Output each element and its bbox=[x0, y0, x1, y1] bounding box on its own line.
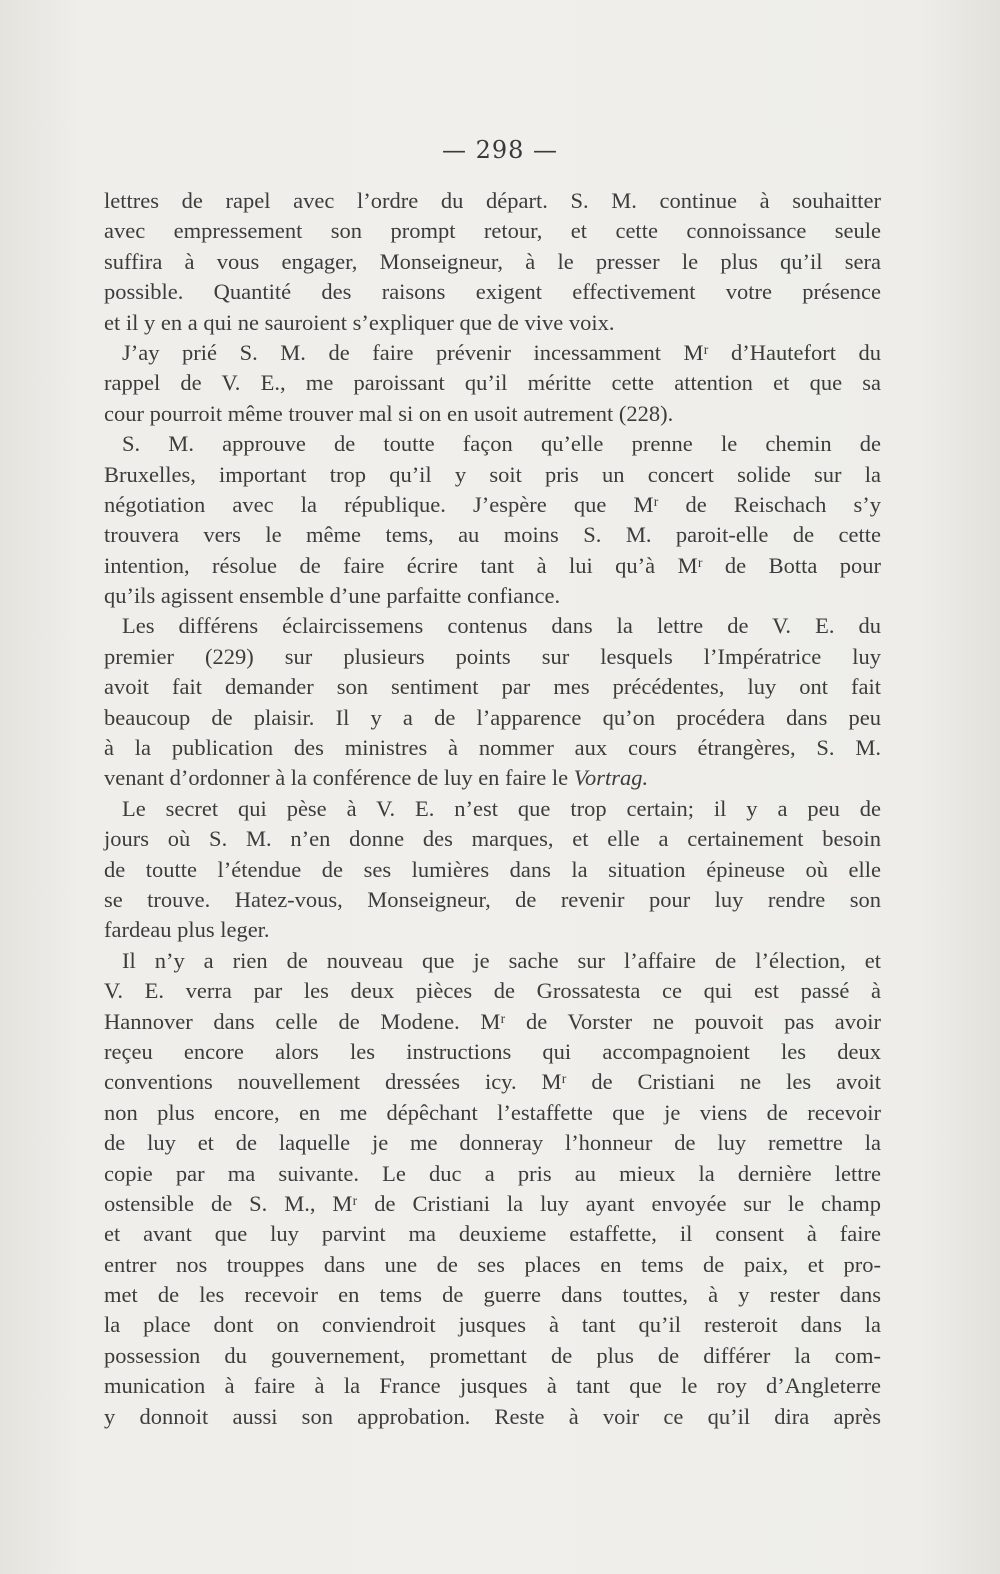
text-line bbox=[104, 1341, 881, 1371]
text-line bbox=[104, 1189, 881, 1219]
text-line bbox=[104, 1098, 881, 1128]
text-line-content: J’ay prié S. M. de faire prévenir incessamment Mʳ d’Hautefort du bbox=[122, 339, 881, 365]
text-line-content: qu’ils agissent ensemble d’une parfaitte confiance. bbox=[104, 583, 561, 609]
text-line bbox=[104, 824, 881, 854]
text-line bbox=[104, 672, 881, 702]
text-line bbox=[104, 1250, 881, 1280]
text-line bbox=[104, 703, 881, 733]
text-line-content: met de les recevoir en tems de guerre dans touttes, à y rester dans bbox=[104, 1282, 881, 1308]
text-line bbox=[104, 885, 881, 915]
text-line-content: entrer nos trouppes dans une de ses places en tems de paix, et pro- bbox=[104, 1251, 881, 1277]
text-line-content: la place dont on conviendroit jusques à tant qu’il resteroit dans la bbox=[104, 1312, 881, 1338]
text-line-content: reçeu encore alors les instructions qui accompagnoient les deux bbox=[104, 1038, 881, 1064]
text-line-content: avoit fait demander son sentiment par mes précédentes, luy ont fait bbox=[104, 674, 881, 700]
text-line bbox=[104, 1402, 881, 1432]
text-line bbox=[104, 733, 881, 763]
text-line bbox=[104, 490, 881, 520]
text-line-content: non plus encore, en me dépêchant l’estaffette que je viens de recevoir bbox=[104, 1099, 881, 1125]
text-line bbox=[104, 1371, 881, 1401]
text-line bbox=[104, 976, 881, 1006]
text-line bbox=[104, 216, 881, 246]
text-line-content: fardeau plus leger. bbox=[104, 917, 270, 943]
body-text bbox=[104, 186, 881, 1432]
text-line-content: cour pourroit même trouver mal si on en usoit autrement (228). bbox=[104, 400, 674, 426]
text-line-content: et avant que luy parvint ma deuxieme estaffette, il consent à faire bbox=[104, 1221, 881, 1247]
text-line bbox=[104, 247, 881, 277]
text-line-content: conventions nouvellement dressées icy. Mʳ de Cristiani ne les avoit bbox=[104, 1069, 881, 1095]
text-line-content: possession du gouvernement, promettant de plus de différer la com- bbox=[104, 1342, 881, 1368]
text-line bbox=[104, 308, 881, 338]
text-line-content: intention, résolue de faire écrire tant à lui qu’à Mʳ de Botta pour bbox=[104, 552, 881, 578]
text-line bbox=[104, 429, 881, 459]
text-line bbox=[104, 368, 881, 398]
text-line-content: de luy et de laquelle je me donneray l’honneur de luy remettre la bbox=[104, 1130, 881, 1156]
text-line bbox=[104, 1128, 881, 1158]
text-line bbox=[104, 1037, 881, 1067]
text-line-content: Hannover dans celle de Modene. Mʳ de Vorster ne pouvoit pas avoir bbox=[104, 1008, 881, 1034]
text-line-content: lettres de rapel avec l’ordre du départ. S. M. continue à souhaitter bbox=[104, 188, 881, 213]
text-line-content: Le secret qui pèse à V. E. n’est que trop certain; il y a peu de bbox=[122, 795, 881, 821]
text-line bbox=[104, 1310, 881, 1340]
text-line bbox=[104, 915, 881, 945]
text-line bbox=[104, 399, 881, 429]
text-line bbox=[104, 642, 881, 672]
text-line bbox=[104, 794, 881, 824]
text-line-content: beaucoup de plaisir. Il y a de l’apparence qu’on procédera dans peu bbox=[104, 704, 881, 730]
text-line-content: Les différens éclaircissemens contenus dans la lettre de V. E. du bbox=[122, 613, 881, 639]
text-line-content: rappel de V. E., me paroissant qu’il méritte cette attention et que sa bbox=[104, 370, 881, 396]
italic-word: Vortrag. bbox=[573, 765, 649, 791]
text-line-content: premier (229) sur plusieurs points sur lesquels l’Impératrice luy bbox=[104, 643, 881, 669]
text-line bbox=[104, 1067, 881, 1097]
text-line bbox=[104, 763, 881, 793]
text-line-content: venant d’ordonner à la conférence de luy en faire le bbox=[104, 765, 574, 791]
text-line-content: trouvera vers le même tems, au moins S. M. paroit-elle de cette bbox=[104, 522, 881, 548]
text-line-content: munication à faire à la France jusques à tant que le roy d’Angleterre bbox=[104, 1373, 881, 1399]
text-line-content: se trouve. Hatez-vous, Monseigneur, de revenir pour luy rendre son bbox=[104, 886, 881, 912]
text-line-content: suffira à vous engager, Monseigneur, à le presser le plus qu’il sera bbox=[104, 248, 881, 274]
text-line-content: à la publication des ministres à nommer aux cours étrangères, S. M. bbox=[104, 735, 881, 761]
text-line-content: Il n’y a rien de nouveau que je sache sur l’affaire de l’élection, et bbox=[122, 947, 881, 973]
text-line bbox=[104, 551, 881, 581]
text-line bbox=[104, 1007, 881, 1037]
text-line bbox=[104, 520, 881, 550]
text-line bbox=[104, 1219, 881, 1249]
text-line bbox=[104, 1159, 881, 1189]
text-line-content: ostensible de S. M., Mʳ de Cristiani la luy ayant envoyée sur le champ bbox=[104, 1190, 881, 1216]
text-line-content: Bruxelles, important trop qu’il y soit pris un concert solide sur la bbox=[104, 461, 881, 487]
text-line bbox=[104, 855, 881, 885]
text-line bbox=[104, 338, 881, 368]
text-line bbox=[104, 277, 881, 307]
text-line bbox=[104, 581, 881, 611]
page-number: — 298 — bbox=[441, 136, 559, 164]
text-line-content: négotiation avec la république. J’espère que Mʳ de Reischach s’y bbox=[104, 491, 881, 517]
text-line bbox=[104, 460, 881, 490]
text-line-content: possible. Quantité des raisons exigent effectivement votre présence bbox=[104, 279, 881, 305]
text-line bbox=[104, 946, 881, 976]
text-line-content: avec empressement son prompt retour, et cette connoissance seule bbox=[104, 218, 881, 244]
text-line-content: S. M. approuve de toutte façon qu’elle prenne le chemin de bbox=[122, 431, 881, 457]
text-line-content: V. E. verra par les deux pièces de Grossatesta ce qui est passé à bbox=[104, 978, 881, 1004]
text-line bbox=[104, 1280, 881, 1310]
text-line-content: copie par ma suivante. Le duc a pris au mieux la dernière lettre bbox=[104, 1160, 881, 1186]
text-line bbox=[104, 611, 881, 641]
text-line bbox=[104, 186, 881, 216]
text-line-content: jours où S. M. n’en donne des marques, et elle a certainement besoin bbox=[104, 826, 881, 852]
text-line-content: y donnoit aussi son approbation. Reste à voir ce qu’il dira après bbox=[104, 1403, 881, 1429]
text-line-content: et il y en a qui ne sauroient s’expliquer que de vive voix. bbox=[104, 309, 615, 335]
text-line-content: de toutte l’étendue de ses lumières dans la situation épineuse où elle bbox=[104, 856, 881, 882]
